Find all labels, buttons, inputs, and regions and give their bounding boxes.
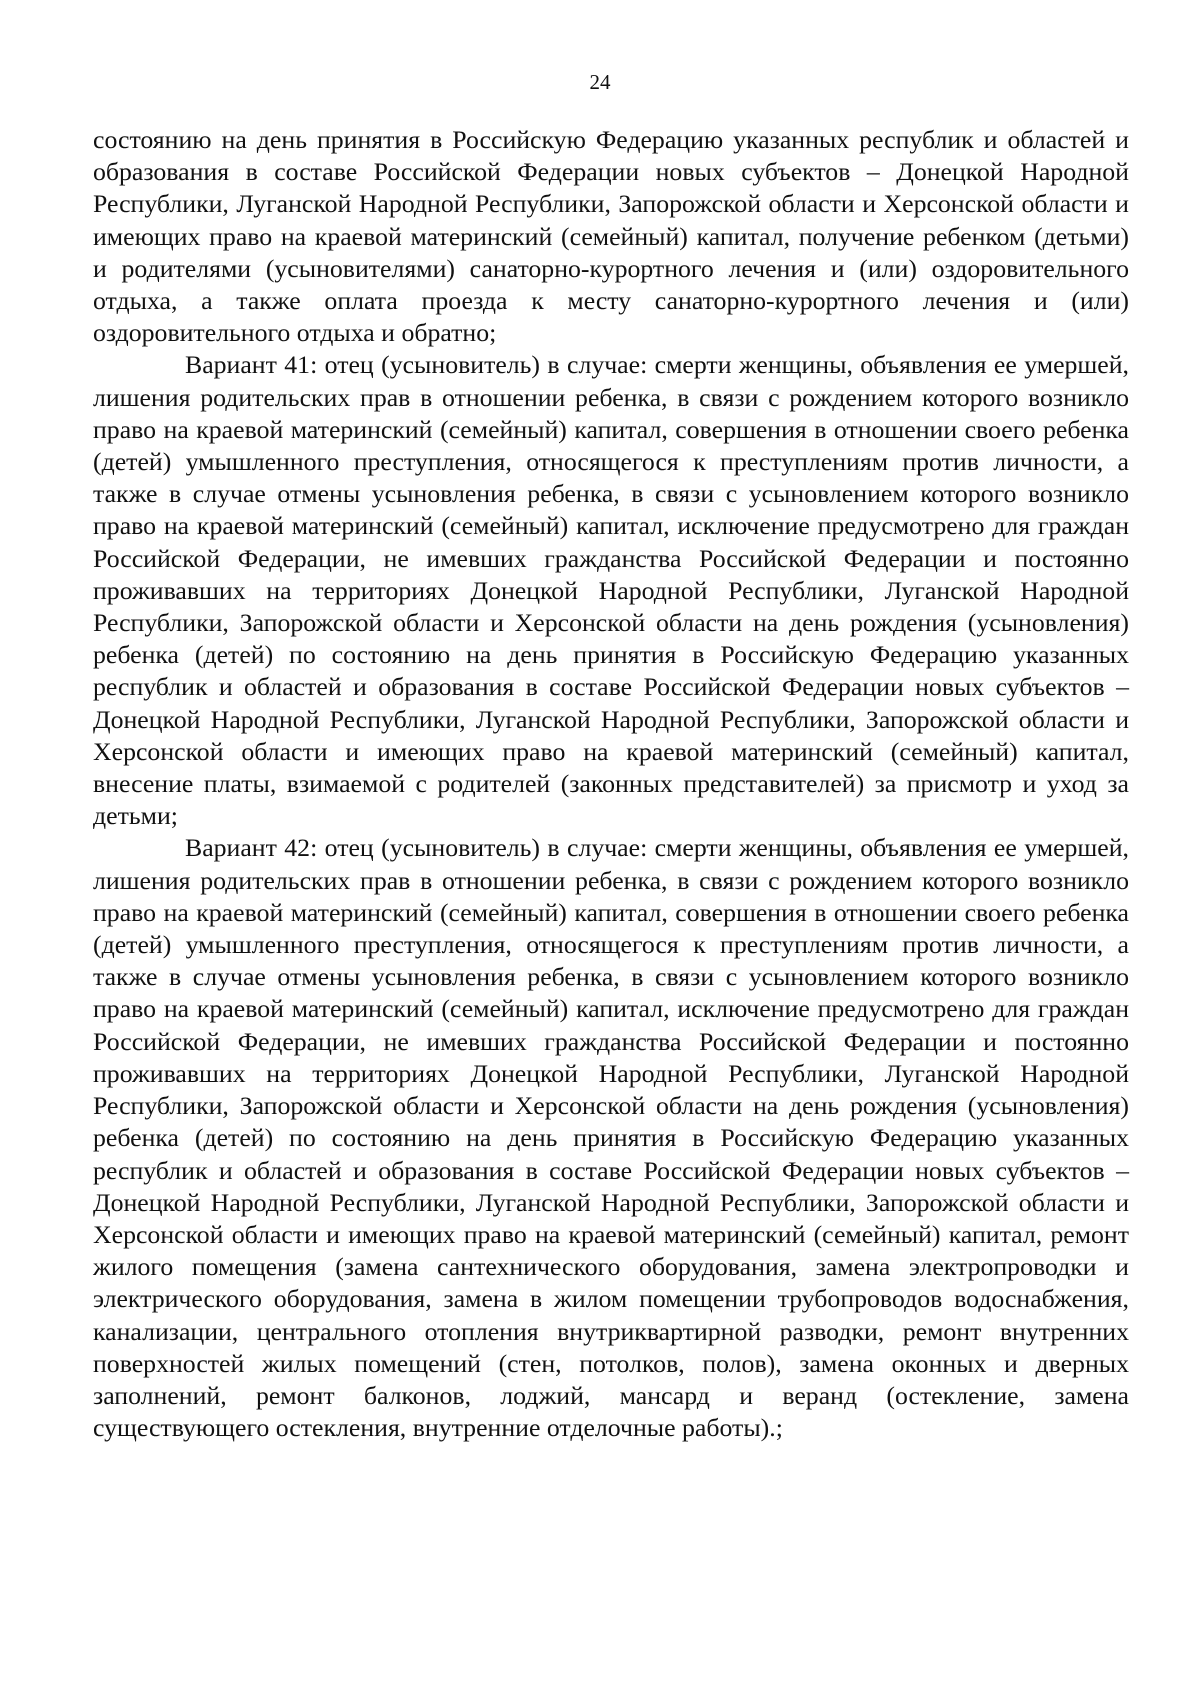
paragraph-variant-42: Вариант 42: отец (усыновитель) в случае: смерти женщины, объявления ее умершей, лишения родительских прав в отношении ребенка, в связи с рождением которого возникло право на краевой материнский (семейный) капитал, совершения в отношении своего ребенка (детей) умышленного преступления, относящегося к преступлениям против личности, а также в случае отмены усыновления ребенка, в связи с усыновлением которого возникло право на краевой материнский (семейный) капитал, исключение предусмотрено для граждан Российской Федерации, не имевших гражданства Российской Федерации и постоянно проживавших на территориях Донецкой Народной Республики, Луганской Народной Республики, Запорожской области и Херсонской области на день рождения (усыновления) ребенка (детей) по состоянию на день принятия в Российскую Федерацию указанных республик и областей и образования в составе Российской Федерации новых субъектов – Донецкой Народной Республики, Луганской Народной Республики, Запорожской области и Херсонской области и имеющих право на краевой материнский (семейный) капитал, ремонт жилого помещения (замена сантехнического оборудования, замена электропроводки и электрического оборудования, замена в жилом помещении трубопроводов водоснабжения, канализации, центрального отопления внутриквартирной разводки, ремонт внутренних поверхностей жилых помещений (стен, потолков, полов), замена оконных и дверных заполнений, ремонт балконов, лоджий, мансард и веранд (остекление, замена существующего остекления, внутренние отделочные работы).; xyxy=(93,833,1129,1443)
document-body xyxy=(93,124,1129,1444)
paragraph-variant-41: Вариант 41: отец (усыновитель) в случае: смерти женщины, объявления ее умершей, лишения родительских прав в отношении ребенка, в связи с рождением которого возникло право на краевой материнский (семейный) капитал, совершения в отношении своего ребенка (детей) умышленного преступления, относящегося к преступлениям против личности, а также в случае отмены усыновления ребенка, в связи с усыновлением которого возникло право на краевой материнский (семейный) капитал, исключение предусмотрено для граждан Российской Федерации, не имевших гражданства Российской Федерации и постоянно проживавших на территориях Донецкой Народной Республики, Луганской Народной Республики, Запорожской области и Херсонской области на день рождения (усыновления) ребенка (детей) по состоянию на день принятия в Российскую Федерацию указанных республик и областей и образования в составе Российской Федерации новых субъектов – Донецкой Народной Республики, Луганской Народной Республики, Запорожской области и Херсонской области и имеющих право на краевой материнский (семейный) капитал, внесение платы, взимаемой с родителей (законных представителей) за присмотр и уход за детьми; xyxy=(93,350,1129,831)
page-number: 24 xyxy=(589,70,611,94)
paragraph-continuation: состоянию на день принятия в Российскую Федерацию указанных республик и областей и образования в составе Российской Федерации новых субъектов – Донецкой Народной Республики, Луганской Народной Республики, Запорожской области и Херсонской области и имеющих право на краевой материнский (семейный) капитал, получение ребенком (детьми) и родителями (усыновителями) санаторно-курортного лечения и (или) оздоровительного отдыха, а также оплата проезда к месту санаторно-курортного лечения и (или) оздоровительного отдыха и обратно; xyxy=(93,125,1129,348)
